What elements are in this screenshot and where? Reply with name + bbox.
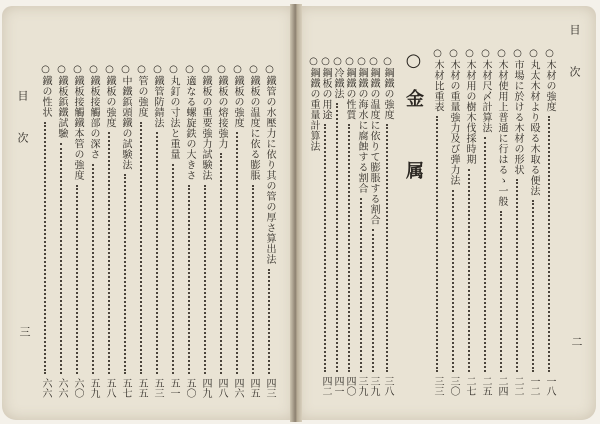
toc-entry-title: ○丸釘の寸法と重量: [168, 64, 179, 160]
toc-entry-page: 二七: [464, 376, 475, 396]
toc-leader: [92, 164, 94, 375]
toc-entry-page: 五九: [88, 378, 99, 398]
toc-entry-title: ○鋼鐵の海水に腐蝕する割合: [356, 56, 367, 194]
toc-entry: [430, 48, 444, 396]
toc-entry-page: 四六: [232, 378, 243, 398]
toc-leader: [360, 198, 362, 373]
toc-entry-page: 四五: [248, 378, 259, 398]
toc-entry: [366, 56, 380, 396]
toc-leader: [204, 185, 206, 375]
toc-entry-title: ○鐵板の強度: [104, 64, 115, 128]
toc-entry-title: ○鋼鐵の温度に依りて膨脹する割合: [368, 56, 379, 225]
toc-entry-title: ○市場に於ける木材の形状: [512, 48, 523, 175]
toc-entry-title: ○適なる螺旋鉄の大きさ: [184, 64, 195, 181]
toc-entry-page: 一八: [544, 376, 555, 396]
toc-leader: [436, 116, 438, 372]
toc-entry: [54, 64, 68, 398]
toc-entry: [198, 64, 212, 398]
toc-entry: [446, 48, 460, 396]
toc-entry-page: 二二: [512, 376, 523, 396]
toc-entry-page: 六六: [40, 378, 51, 398]
toc-leader: [108, 132, 110, 374]
toc-entry-page: 五五: [136, 378, 147, 398]
toc-leader: [220, 153, 222, 374]
toc-entry-title: ○鐵の性状: [40, 64, 51, 118]
toc-leader: [172, 164, 174, 375]
toc-entry-title: ○鋼鐵の強度: [382, 56, 393, 120]
toc-leader: [44, 122, 46, 375]
right-page-folio: 二: [570, 336, 583, 347]
toc-entry-page: 四三: [264, 378, 275, 398]
section-title: ○金 属: [403, 50, 424, 197]
toc-leader: [386, 124, 388, 372]
left-page-folio: 三: [18, 326, 31, 337]
toc-entry: [526, 48, 540, 396]
toc-entry-title: ○鐵管の水壓力に依り其の管の厚さ算出法: [264, 64, 275, 265]
toc-leader: [252, 185, 254, 375]
toc-entry: [134, 64, 148, 398]
toc-entry-page: 五〇: [184, 378, 195, 398]
toc-entry-page: 五三: [152, 378, 163, 398]
toc-entry-page: 五一: [168, 378, 179, 398]
toc-entry: [542, 48, 556, 396]
toc-entry: [230, 64, 244, 398]
toc-leader: [60, 143, 62, 375]
toc-entry-title: ○鐵板接觸部の深さ: [88, 64, 99, 160]
toc-entry-title: ○管の強度: [136, 64, 147, 118]
toc-entry: [306, 56, 320, 396]
toc-entry: [478, 48, 492, 396]
toc-entry: [318, 56, 332, 396]
toc-entry: [246, 64, 260, 398]
toc-entry-page: 二五: [480, 376, 491, 396]
left-page-header: 目 次: [16, 90, 29, 153]
toc-leader: [336, 103, 338, 372]
toc-entry-title: ○木材の強度: [544, 48, 555, 112]
toc-leader: [548, 116, 550, 372]
toc-entry-page: 四二: [320, 376, 331, 396]
toc-entry: [182, 64, 196, 398]
toc-entry: [380, 56, 394, 396]
toc-leader: [372, 229, 374, 372]
toc-entry-title: ○鐵板接觸鐵本管の強度: [72, 64, 83, 181]
toc-leader: [156, 132, 158, 374]
toc-entry-page: 三〇: [448, 376, 459, 396]
toc-leader: [76, 185, 78, 375]
toc-leader: [468, 169, 470, 373]
toc-leader: [516, 179, 518, 372]
toc-entry-page: 二四: [496, 376, 507, 396]
toc-entry-page: 三九: [356, 376, 367, 396]
toc-entry-title: ○木材用の樹木伐採時期: [464, 48, 475, 165]
toc-entry-title: ○鐵板鋲鐵試驗: [56, 64, 67, 139]
toc-entry-title: ○木材比重表: [432, 48, 443, 112]
toc-entry-page: 一二: [528, 376, 539, 396]
toc-entry: [510, 48, 524, 396]
toc-entry-title: ○冷鐵法: [332, 56, 343, 99]
toc-entry: [38, 64, 52, 398]
toc-entry-title: ○鐵板の温度に依る膨脹: [248, 64, 259, 181]
toc-leader: [124, 174, 126, 374]
toc-entry: [462, 48, 476, 396]
toc-entry-title: ○中鐵鋲頭鐵の試験法: [120, 64, 131, 170]
toc-entry-title: ○鐵管防錆法: [152, 64, 163, 128]
toc-entry: [494, 48, 508, 396]
toc-entry: [150, 64, 164, 398]
toc-entry-title: ○鋼鐵の性質: [344, 56, 355, 120]
toc-entry-page: 三八: [382, 376, 393, 396]
toc-entry-title: ○木材使用上普通に行はるゝ一般: [496, 48, 507, 207]
toc-entry-title: ○鐵板の強度: [232, 64, 243, 128]
toc-leader: [236, 132, 238, 374]
toc-leader: [140, 122, 142, 375]
toc-entry-page: 四〇: [344, 376, 355, 396]
toc-entry-page: 四一: [332, 376, 343, 396]
toc-entry-title: ○木材の重量強力及び弾力法: [448, 48, 459, 186]
toc-leader: [324, 124, 326, 372]
toc-leader: [348, 124, 350, 372]
toc-entry-title: ○鐵板の重要強力試験法: [200, 64, 211, 181]
toc-entry-page: 三三: [432, 376, 443, 396]
toc-entry-title: ○丸太木材より殴る木取る便法: [528, 48, 539, 196]
toc-entry: [118, 64, 132, 398]
toc-entry-page: 六六: [56, 378, 67, 398]
toc-entry: [70, 64, 84, 398]
toc-leader: [484, 137, 486, 372]
toc-entry: [330, 56, 344, 396]
toc-entry: [166, 64, 180, 398]
toc-entry-page: 四九: [200, 378, 211, 398]
toc-entry: [342, 56, 356, 396]
toc-entry-title: ○鋼鐵の重量計算法: [308, 56, 319, 152]
toc-entry-page: 三九: [368, 376, 379, 396]
toc-leader: [500, 211, 502, 373]
toc-leader: [188, 185, 190, 375]
toc-entry-page: 六〇: [72, 378, 83, 398]
toc-entry: [102, 64, 116, 398]
toc-entry-title: ○鐵板の熔接強力: [216, 64, 227, 149]
toc-leader: [452, 190, 454, 373]
toc-entry-title: ○鋼板の用途: [320, 56, 331, 120]
toc-entry: [262, 64, 276, 398]
toc-leader: [268, 269, 270, 375]
book-gutter: [290, 4, 302, 422]
toc-leader: [532, 200, 534, 372]
right-page-header: 目 次: [568, 24, 581, 87]
toc-entry: [354, 56, 368, 396]
toc-entry: [214, 64, 228, 398]
toc-entry-page: 五七: [120, 378, 131, 398]
toc-entry: [86, 64, 100, 398]
toc-entry-title: ○木材尺〆計算法: [480, 48, 491, 133]
toc-entry-page: 四八: [216, 378, 227, 398]
toc-entry-page: 五八: [104, 378, 115, 398]
